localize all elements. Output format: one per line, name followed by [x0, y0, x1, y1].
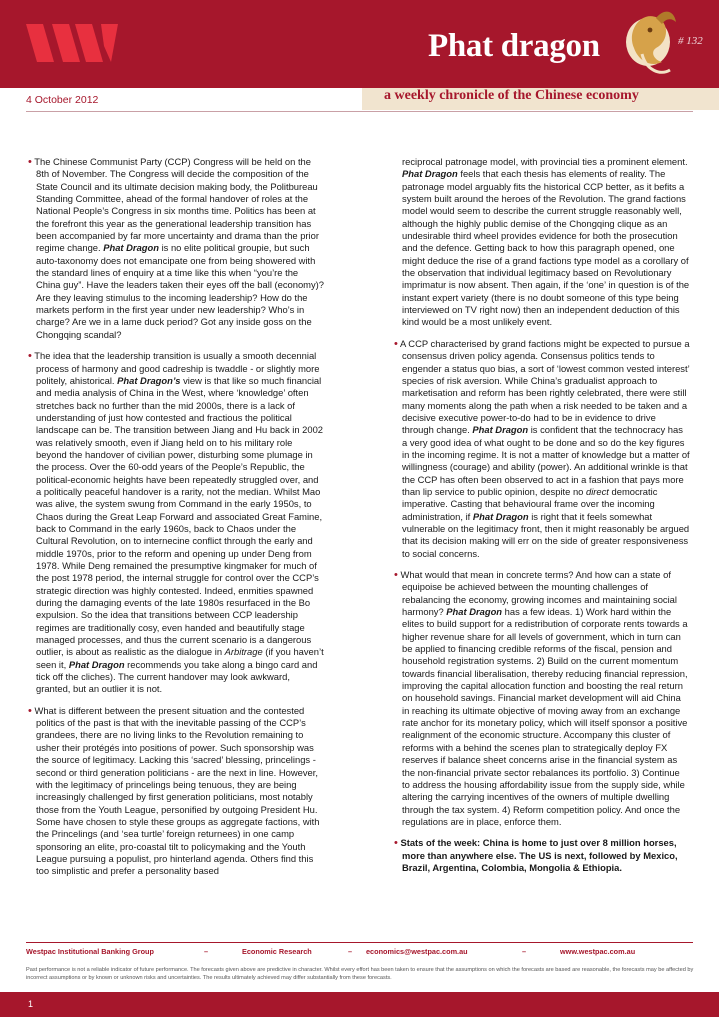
paragraph: • A CCP characterised by grand factions might be expected to pursue a consensus driven policy agenda. Consensus politics tends to engender a status quo bias, a sort of ‘lowest common vested interest’ species of risk aversion. While China’s gradualist approach to marketisation and reform has been rightly celebrated, there were still many moments along the path when a risk needed to be taken and a decisive executive power-to-do had to be in evidence to drive through change. Phat Dragon is confident that the technocracy has a very good idea of what ought to be done and so do the key figures in the incoming regime. It is not a matter of knowledge but a matter of willingness (courage) and ability (power). An additional wrinkle is that the CCP has often been observed to act in a fashion that pays more than lip service to public opinion, despite no direct democratic imperative. Casting that behavioural frame over the incoming administration, if Phat Dragon is right that it feels somewhat vulnerable on the legitimacy front, then it might reasonably be argued that its decision making will err on the side of greater responsiveness to social concerns. [394, 337, 690, 559]
bullet-icon: • [28, 350, 32, 363]
page-number: 1 [28, 999, 34, 1009]
westpac-w-logo-icon [26, 24, 118, 62]
stats-of-the-week: • Stats of the week: China is home to just over 8 million horses, more than anywhere else. The US is next, followed by Mexico, Brazil, Argentina, Colombia, Mongolia & Ethiopia. [394, 837, 678, 873]
paragraph: • The idea that the leadership transition is usually a smooth decennial process of harmony and good cadreship is twaddle - or slightly more politely, ahistorical. Phat Dragon’s view is that like so much financial and media analysis of China in the West, where ‘knowledge’ often stretches back no further than the mid 2000s, there is a lack of understanding of just how contested and fractious the political landscape can be. The transition between Jiang and Hu back in 2002 was relatively smooth, even if Jiang held on to his military role beyond the handover of civilian power, disturbing some plumage in the process. Over the 60-odd years of the People’s Republic, the political-economic heights have been repeatedly struggled over, and a politically peaceful handover is a rarity, not the median. Whilst Mao was alive, the system swung from Command in the early 1950s, to Chaos during the Great Leap Forward and associated Great Famine, back to Command in the early 1960s, back to Chaos under the Cultural Revolution, on to internecine conflict through the early and middle 1970s, prior to the reform and opening up under Deng from 1978. While Deng remained the presumptive kingmaker for much of the post 1978 period, the internal struggle for control over the CCP’s strategic direction was highly contested. Indeed, enmities spawned during the damaging events of the late 1980s resurfaced in the Bo expulsion. So the idea that transitions between CCP leadership regimes are traditionally cosy, even handed and beautifully stage managed processes, and thus the current scenario is a dangerous outlier, is about as realistic as the dialogue in Arbitrage (if you haven’t seen it, Phat Dragon recommends you take along a bingo card and tick off the cliches). The current handover may look awkward, granted, but an outlier it is not. [28, 350, 324, 695]
paragraph: • What would that mean in concrete terms? And how can a state of equipoise be achieved between the mounting challenges of rebalancing the economy, growing incomes and maintaining social harmony? Phat Dragon has a few ideas. 1) Work hard within the elites to build support for a redistribution of corporate rents towards a higher revenue share for all levels of government, which in turn can be applied to financing credible reforms of the fiscal, pension and household registration systems. 2) Build on the current momentum towards financial liberalisation, thereby reducing financial repression, improving the capital allocation function and boosting the real return on household savings. Financial market development will aid China in reaching its ultimate objective of moving away from an exchange rate anchor for its monetary policy, which will itself sponsor a positive realignment of the economic structure. Accompany this cluster of reforms with a behind the scenes plan to strategically deploy FX reserves if balance sheet concerns arise in the financial system as the non-financial private sector rebalances its portfolio. 3) Continue to address the housing affordability issue from the supply side, while altering the carrying incentives of the owners of multiple dwelling through the tax system. 4) Reform competition policy. And once the regulations are in place, enforce them. [394, 569, 688, 827]
header-divider [26, 111, 693, 112]
report-date: 4 October 2012 [26, 94, 99, 106]
dragon-emblem-icon [620, 0, 680, 82]
footer-divider [26, 942, 693, 943]
footer-email[interactable]: economics@westpac.com.au [366, 947, 468, 956]
bullet-icon: • [28, 156, 32, 168]
disclaimer: Past performance is not a reliable indicator of future performance. The forecasts given above are predictive in character. Whilst every effort has been taken to ensure that the assumptions on which the forecasts are based are reasonable, the forecasts may be affected by incorrect assumptions or by known or unknown risks and uncertainties. The results ultimately achieved may differ substantially from these forecasts. [26, 967, 694, 981]
footer-separator: – [348, 947, 353, 956]
report-subtitle: a weekly chronicle of the Chinese economy [384, 88, 639, 103]
footer-separator: – [204, 947, 209, 956]
left-column [28, 156, 324, 887]
right-column [394, 156, 690, 883]
footer-separator: – [522, 947, 527, 956]
paragraph: • What is different between the present situation and the contested politics of the past is that with the inevitable passing of the CCP’s grandees, there are no living links to the Revolution remaining to usher their protégés into positions of power. Such sponsorship was the source of legitimacy. Lacking this ‘sacred’ blessing, princelings - second or third generation politicians - are the next in line. However, with the legitimacy of princelings being tenuous, they are being increasingly challenged by first generation politicians, most notably those from the Youth League, personified by outgoing President Hu. Some have chosen to style these groups as aggregate factions, with the Princelings (and ‘sea turtle’ foreign returnees) in one camp sponsoring an elite, pro-coastal tilt to policymaking and the Youth League pursuing a populist, pro hinterland agenda. Others find this too simplistic and prefer a personality based [28, 704, 320, 877]
bullet-icon: • [394, 837, 398, 850]
footer-dept: Economic Research [242, 947, 312, 956]
footer-website[interactable]: www.westpac.com.au [560, 947, 636, 956]
paragraph: • The Chinese Communist Party (CCP) Congress will be held on the 8th of November. The Congress will decide the composition of the State Council and its ultimate decision making body, the Politbureau Standing Committee, ahead of the formal handover of roles at the National People’s Congress in six months time. Politics has been at the forefront this year as the generational leadership transition has been accompanied by far more uncertainty and drama than the prior regime change. Phat Dragon is no elite political groupie, but such auto-taxonomy does not emancipate one from being showered with the standard lines of enquiry at a time like this when “you’re the China guy”. Have the leaders taken their eyes off the ball (economy)? Are they leaving stimulus to the incoming leadership? How do the markets perform in the first year under new leadership? Who’s in charge? Are we in a lame duck period? Got any inside goss on the Chongqing scandal? [28, 156, 325, 340]
paragraph: reciprocal patronage model, with provincial ties a prominent element. Phat Dragon feels that each thesis has elements of reality. The patronage model arguably fits the historical CCP better, as it befits a system built around the heroes of the Revolution. The grand factions model would seem to describe the current struggle reasonably well, although the highly public demise of the Chongqing clique as an undesirable third wheel provides evidence for both the prosecution and the defence. Getting back to how this paragraph opened, one might deduce the rise of a grand factions type model as a corollary of the observation that individual legitimacy based on Revolutionary imprimatur is now absent. Then again, if the ‘one’ in question is of the instant expert variety (there is no doubt someone of this type being interviewed on TV right now) then an independent deduction of this kind would be a most unlikely event. [402, 156, 690, 328]
bullet-icon: • [394, 337, 398, 350]
bullet-icon: • [28, 704, 32, 717]
footer-org: Westpac Institutional Banking Group [26, 947, 154, 956]
report-title: Phat dragon [428, 28, 600, 64]
footer-bar [0, 992, 719, 1017]
issue-number: # 132 [678, 35, 703, 47]
bullet-icon: • [394, 569, 398, 581]
